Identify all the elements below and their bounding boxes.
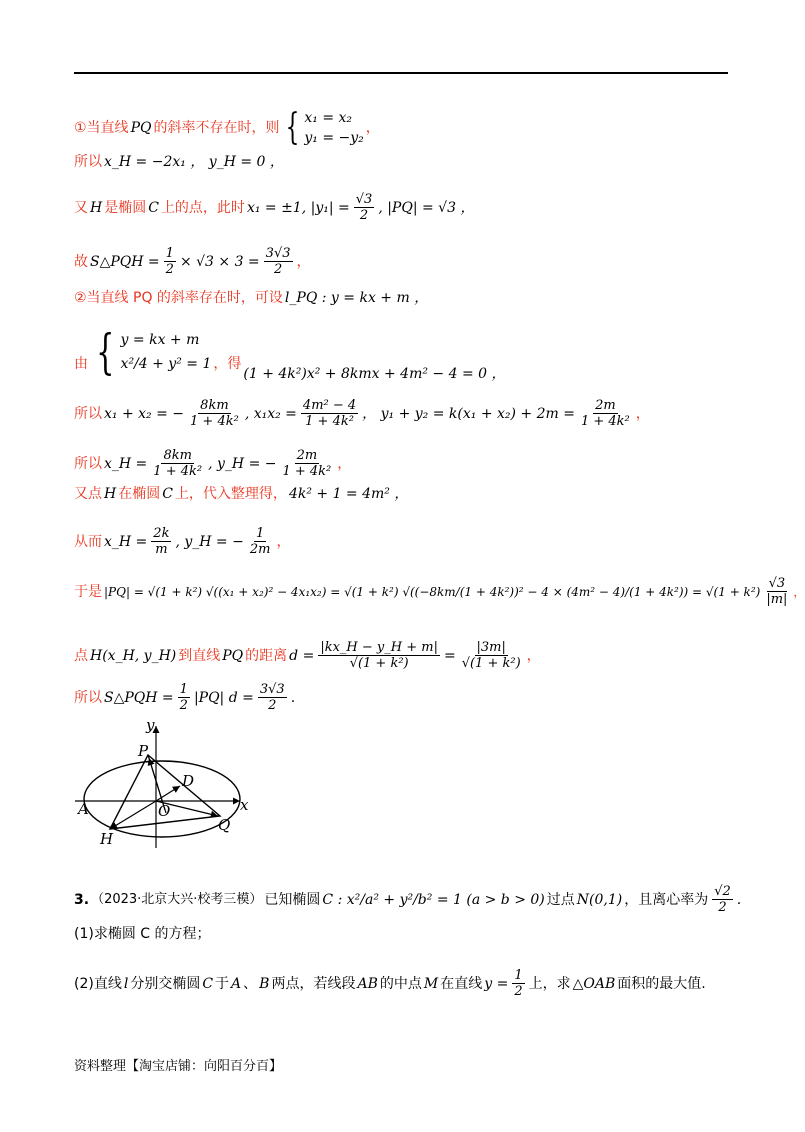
text: ，	[793, 584, 805, 599]
text: 是椭圆	[104, 199, 147, 216]
question-3-part-2	[74, 968, 706, 999]
math: M	[423, 975, 439, 992]
fraction: $\frac{2m}{\text{1 + 4k²}}$	[282, 448, 332, 479]
math: B	[259, 975, 270, 992]
math: H	[90, 199, 103, 216]
text: 已知椭圆	[264, 891, 321, 908]
math: x₁ + x₂ = −	[104, 405, 185, 422]
fraction: $\frac{1}{2}$	[165, 246, 174, 277]
question-3-part-1	[74, 924, 211, 944]
text: 所以	[74, 154, 102, 170]
math: x₁ = ±1, |y₁| =	[246, 199, 350, 216]
math: , y_H = −	[175, 533, 244, 550]
math: |PQ| = √(1 + k²) √((x₁ + x₂)² − 4x₁x₂) = √(1 + k²) √((−8km/(1 + 4k²))² − 4 × (4m² − 4)/(1 + 4k²)) = √(1 + k²)	[104, 584, 761, 599]
text: ，	[635, 405, 650, 422]
fraction: $\frac{\text{4m² − 4}}{\text{1 + 4k²}}$	[302, 398, 357, 429]
text: 所以	[74, 689, 102, 706]
math: l_PQ : y = kx + m ，	[284, 290, 429, 306]
text: 、	[243, 975, 258, 992]
math: S△PQH =	[104, 689, 174, 706]
text: ，	[337, 455, 352, 472]
text: ①当直线	[74, 120, 129, 136]
fraction: $\frac{3√3}{2}$	[265, 246, 291, 277]
math: C	[162, 486, 173, 502]
solution-line-2	[74, 152, 284, 172]
fraction: $\frac{1}{2m}$	[249, 526, 271, 557]
fraction: $\frac{8km}{\text{1 + 4k²}}$	[190, 398, 239, 429]
fraction: $\frac{3√3}{2}$	[259, 682, 285, 713]
text: 的中点	[379, 975, 422, 992]
math: |PQ| d =	[193, 689, 254, 706]
text: 由	[74, 356, 88, 372]
math: .	[736, 891, 742, 908]
label-d: D	[182, 772, 195, 790]
solution-line-7	[74, 398, 650, 429]
text: (1)求椭圆 C 的方程；	[74, 926, 211, 942]
math: A	[231, 975, 242, 992]
math: y =	[484, 975, 509, 992]
text: 的斜率不存在时，则	[153, 120, 280, 136]
text: 所以	[74, 455, 102, 472]
footer-note: 资料整理【淘宝店铺：向阳百分百】	[74, 1059, 283, 1074]
solution-line-9	[74, 484, 408, 504]
math: N(0,1)	[576, 891, 623, 908]
solution-line-12	[74, 640, 541, 671]
equation: y = kx + m	[120, 332, 200, 348]
math: , |PQ| = √3 ，	[378, 199, 475, 216]
equation: x₁ = x₂	[304, 110, 353, 126]
text: 点	[74, 647, 88, 664]
math: × √3 × 3 =	[179, 253, 260, 270]
text: 在直线	[440, 975, 483, 992]
text: 上的点，此时	[160, 199, 245, 216]
math: x_H = −2x₁ ， y_H = 0 ，	[104, 154, 284, 170]
text: 上，代入整理得，	[174, 486, 287, 502]
text: 过点	[546, 891, 575, 908]
math: C : x²/a² + y²/b² = 1 (a > b > 0)	[322, 891, 545, 908]
fraction: $\frac{√2}{2}$	[714, 884, 731, 915]
solution-line-13	[74, 682, 295, 713]
fraction: $\frac{√3}{2}$	[355, 192, 373, 223]
math: C	[202, 975, 214, 992]
text: ②当直线 PQ 的斜率存在时，可设	[74, 290, 283, 306]
text: 又	[74, 199, 88, 216]
math: 4k² + 1 = 4m² ，	[288, 486, 409, 502]
math: C	[148, 199, 159, 216]
solution-line-3	[74, 192, 474, 223]
solution-line-10	[74, 526, 290, 557]
math: H(x_H, y_H)	[90, 647, 177, 664]
text: ，	[526, 647, 541, 664]
math: , y_H = −	[208, 455, 277, 472]
text: 面积的最大值.	[617, 975, 706, 992]
math: AB	[357, 975, 378, 992]
math: l	[123, 975, 129, 992]
text: 的距离	[245, 647, 288, 664]
label-p: P	[138, 742, 149, 760]
math: PQ	[222, 647, 244, 664]
text: 两点，若线段	[271, 975, 356, 992]
solution-line-8	[74, 448, 351, 479]
text: 又点	[74, 486, 102, 502]
math: S△PQH =	[90, 253, 160, 270]
equation: x²/4 + y² = 1	[120, 356, 212, 372]
fraction: $\frac{√3}{|m|}$	[766, 576, 788, 607]
math: , x₁x₂ =	[244, 405, 297, 422]
text: ，且离心率为	[624, 891, 709, 908]
math: △OAB	[572, 975, 616, 992]
text: 于	[215, 975, 230, 992]
label-x: x	[240, 796, 249, 814]
solution-line-4	[74, 246, 311, 277]
fraction: $\frac{2k}{m}$	[153, 526, 170, 557]
math: d =	[289, 647, 315, 664]
system-of-equations: { x₁ = x₂ y₁ = −y₂	[286, 107, 364, 148]
math: (1 + 4k²)x² + 8kmx + 4m² − 4 = 0 ，	[243, 366, 506, 382]
text: 于是	[74, 583, 102, 600]
text: 所以	[74, 405, 102, 422]
system-of-equations: { y = kx + m x²/4 + y² = 1	[96, 324, 212, 380]
fraction: $\frac{2m}{\text{1 + 4k²}}$	[580, 398, 630, 429]
text: ，	[365, 120, 380, 136]
math: x_H =	[104, 455, 148, 472]
fraction: $\frac{|3m|}{\text{√(1 + k²)}}$	[461, 640, 521, 671]
math: .	[290, 689, 296, 706]
top-rule	[74, 72, 728, 74]
text: ，得	[213, 356, 242, 372]
label-a: A	[78, 800, 89, 818]
text: 故	[74, 253, 88, 270]
ellipse-diagram	[70, 718, 260, 853]
solution-line-6	[74, 320, 506, 384]
text: ，	[276, 533, 291, 550]
label-y: y	[146, 716, 155, 734]
text: ，	[296, 253, 311, 270]
question-source: （2023·北京大兴·校考三模）	[91, 891, 263, 907]
question-3-stem	[74, 884, 741, 915]
text: (2)直线	[74, 975, 122, 992]
question-number: 3.	[74, 891, 90, 908]
solution-line-5	[74, 288, 428, 308]
fraction: $\frac{8km}{\text{1 + 4k²}}$	[153, 448, 203, 479]
math: =	[443, 647, 456, 664]
math: ， y₁ + y₂ = k(x₁ + x₂) + 2m =	[362, 405, 575, 422]
equation: y₁ = −y₂	[304, 130, 364, 146]
text: 分别交椭圆	[130, 975, 201, 992]
solution-line-11	[74, 576, 805, 607]
label-o: O	[158, 802, 171, 820]
text: 上，求	[528, 975, 571, 992]
label-q: Q	[218, 816, 231, 834]
fraction: $\frac{|kx\_H - y\_H + m|}{\text{√(1 + k²)}}$	[320, 640, 438, 671]
fraction: $\frac{1}{2}$	[179, 682, 188, 713]
text: 从而	[74, 533, 102, 550]
math: x_H =	[104, 533, 148, 550]
fraction: $\frac{1}{2}$	[514, 968, 523, 999]
math: H	[104, 486, 117, 502]
math: PQ	[130, 120, 152, 136]
text: 到直线	[178, 647, 221, 664]
label-h: H	[100, 830, 114, 848]
solution-line-1	[74, 108, 380, 148]
text: 在椭圆	[118, 486, 161, 502]
